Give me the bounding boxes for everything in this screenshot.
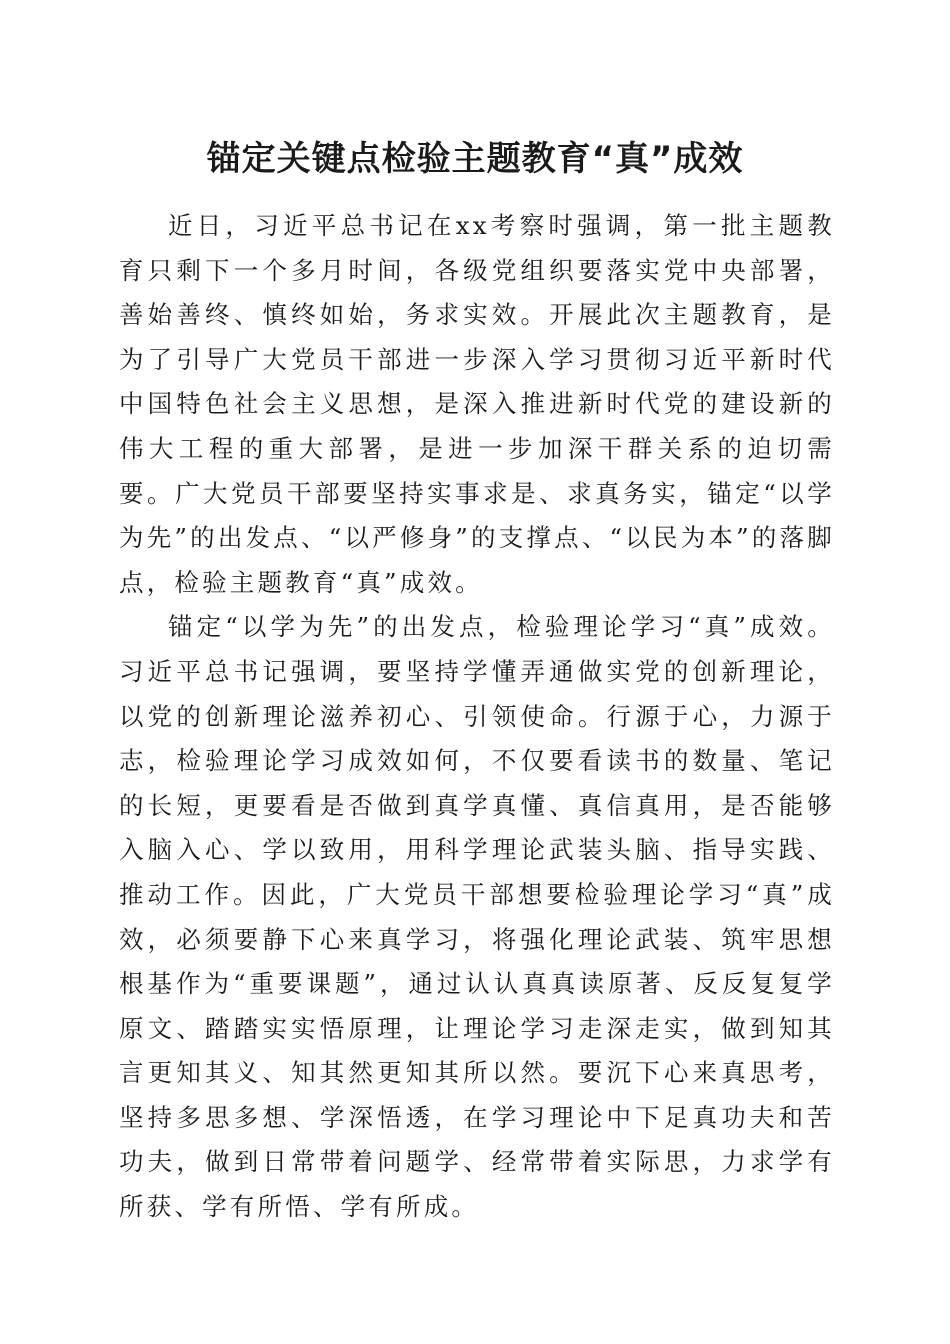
paragraph-2: 锚定“以学为先”的出发点，检验理论学习“真”成效。习近平总书记强调，要坚持学懂弄通做实党的创新理论，以党的创新理论滋养初心、引领使命。行源于心，力源于志，检验理论学习成效如何，不仅要看读书的数量、笔记的长短，更要看是否做到真学真懂、真信真用，是否能够入脑入心、学以致用，用科学理论武装头脑、指导实践、推动工作。因此，广大党员干部想要检验理论学习“真”成效，必须要静下心来真学习，将强化理论武装、筑牢思想根基作为“重要课题”，通过认认真真读原著、反反复复学原文、踏踏实实悟原理，让理论学习走深走实，做到知其言更知其义、知其然更知其所以然。要沉下心来真思考，坚持多思多想、学深悟透，在学习理论中下足真功夫和苦功夫，做到日常带着问题学、经常带着实际思，力求学有所获、学有所悟、学有所成。 <box>119 612 835 1222</box>
document-body <box>119 204 835 1230</box>
document-title: 锚定关键点检验主题教育“真”成效 <box>206 139 744 179</box>
paragraph-1: 近日，习近平总书记在xx考察时强调，第一批主题教育只剩下一个多月时间，各级党组织要落实党中央部署，善始善终、慎终如始，务求实效。开展此次主题教育，是为了引导广大党员干部进一步深入学习贯彻习近平新时代中国特色社会主义思想，是深入推进新时代党的建设新的伟大工程的重大部署，是进一步加深干群关系的迫切需要。广大党员干部要坚持实事求是、求真务实，锚定“以学为先”的出发点、“以严修身”的支撑点、“以民为本”的落脚点，检验主题教育“真”成效。 <box>119 211 835 597</box>
